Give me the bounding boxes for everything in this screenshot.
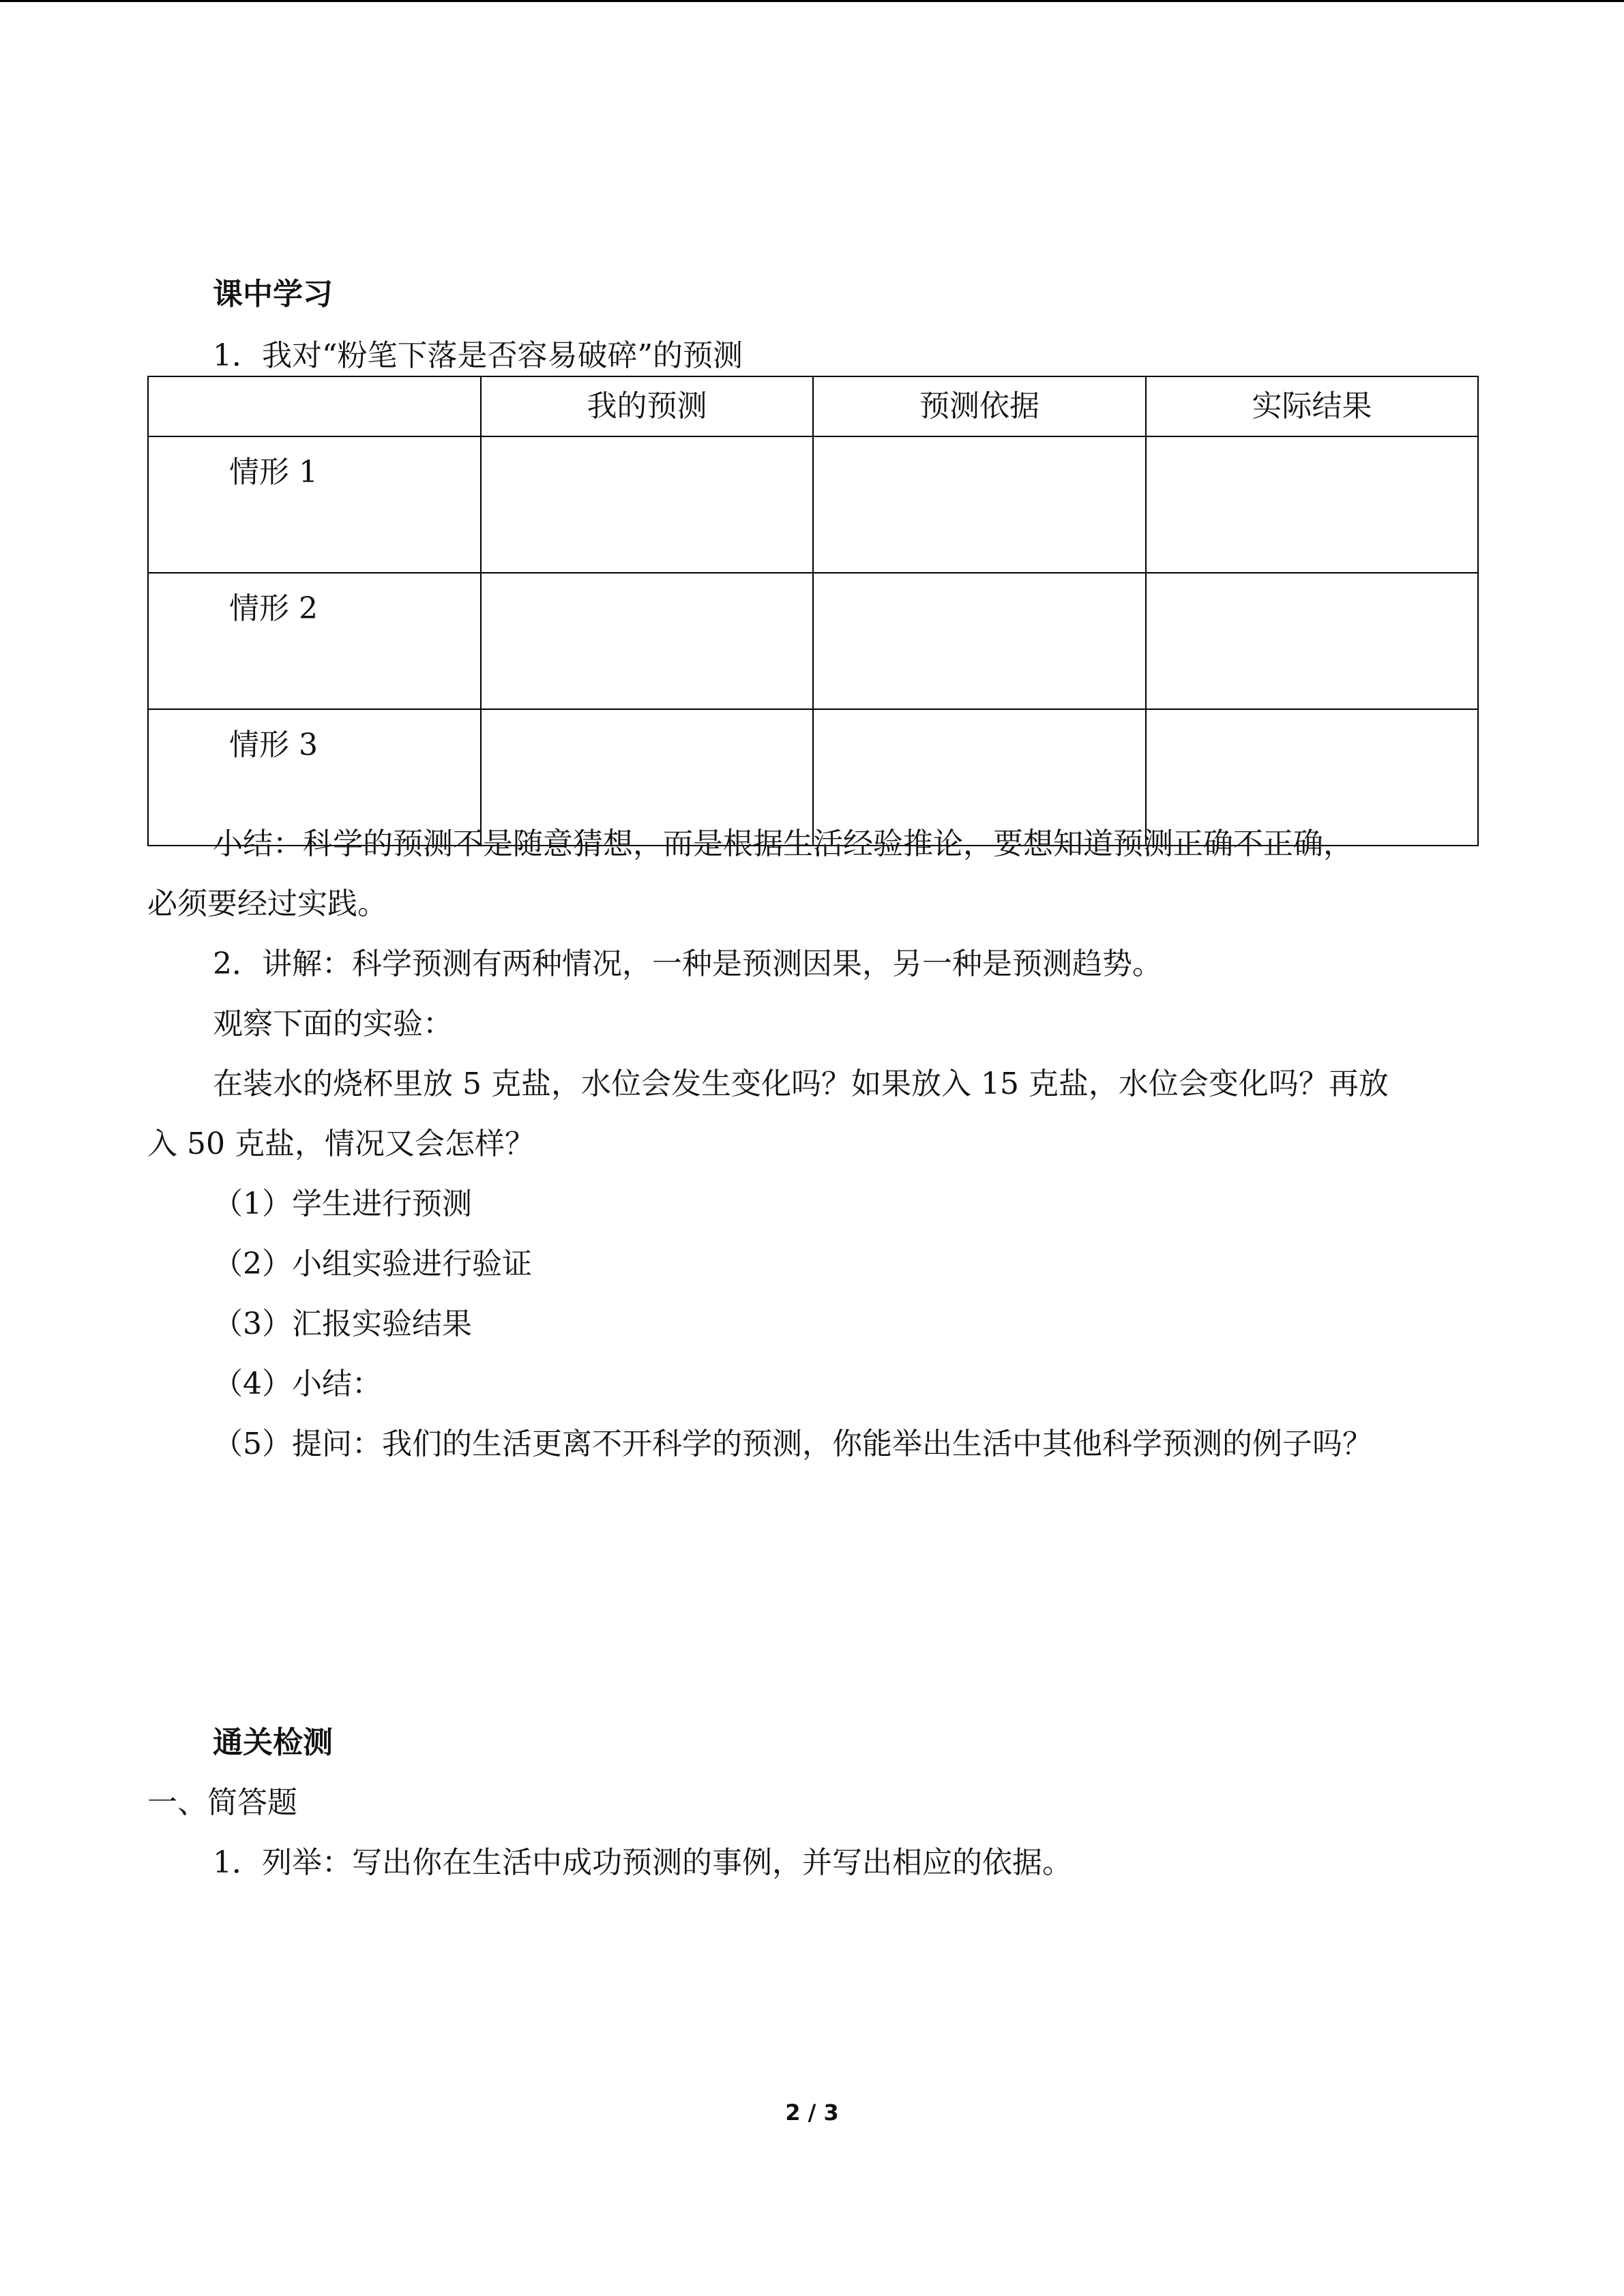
- table-cell: [481, 573, 813, 709]
- table-cell: [1146, 573, 1478, 709]
- summary-line-1: 小结：科学的预测不是随意猜想，而是根据生活经验推论，要想知道预测正确不正确，: [213, 826, 1353, 861]
- question-1-title: 1．我对“粉笔下落是否容易破碎”的预测: [213, 338, 743, 373]
- table-header-cell: 预测依据: [813, 376, 1146, 436]
- row-label: 情形 1: [148, 436, 481, 573]
- table-header-row: [148, 376, 1478, 436]
- section-title-in-class: 课中学习: [213, 277, 333, 312]
- experiment-line-1: 在装水的烧杯里放 5 克盐，水位会发生变化吗？如果放入 15 克盐，水位会变化吗？再放: [213, 1067, 1389, 1101]
- step-item: （5）提问：我们的生活更离不开科学的预测，你能举出生活中其他科学预测的例子吗？: [213, 1427, 1372, 1461]
- table-cell: [481, 436, 813, 573]
- table-row: [148, 436, 1478, 573]
- table-header-cell: 我的预测: [481, 376, 813, 436]
- table-header-cell: [148, 376, 481, 436]
- table-cell: [1146, 436, 1478, 573]
- table-cell: [813, 573, 1146, 709]
- page-number: 2 / 3: [785, 2100, 839, 2126]
- check-question-1: 1．列举：写出你在生活中成功预测的事例，并写出相应的依据。: [213, 1845, 1072, 1880]
- section-title-check: 通关检测: [213, 1725, 333, 1760]
- table-row: [148, 573, 1478, 709]
- table-header-cell: 实际结果: [1146, 376, 1478, 436]
- step-item: （4）小结：: [213, 1367, 382, 1401]
- part-1-title: 一、简答题: [147, 1785, 297, 1820]
- prediction-table: [147, 376, 1479, 846]
- step-item: （1）学生进行预测: [213, 1187, 472, 1221]
- summary-line-2: 必须要经过实践。: [147, 886, 387, 921]
- step-item: （2）小组实验进行验证: [213, 1247, 532, 1281]
- experiment-line-2: 入 50 克盐，情况又会怎样？: [147, 1127, 535, 1161]
- step-item: （3）汇报实验结果: [213, 1307, 472, 1341]
- row-label: 情形 2: [148, 573, 481, 709]
- top-border-line: [0, 0, 1624, 2]
- table-cell: [813, 436, 1146, 573]
- observe-prompt: 观察下面的实验：: [213, 1007, 453, 1041]
- row-label: 情形 3: [148, 709, 481, 846]
- question-2-title: 2．讲解：科学预测有两种情况，一种是预测因果，另一种是预测趋势。: [213, 946, 1162, 981]
